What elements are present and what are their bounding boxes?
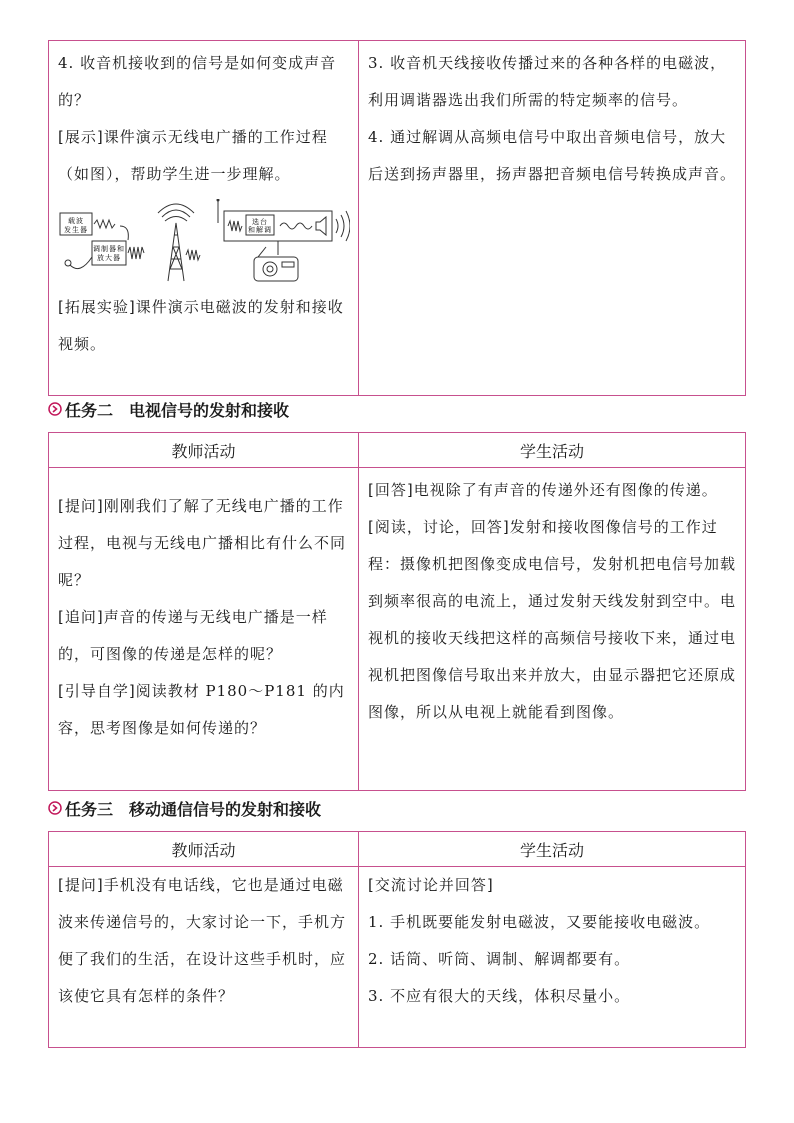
extension-paragraph bbox=[58, 289, 349, 363]
carrier-generator-label-1: 载波 bbox=[68, 217, 84, 225]
teacher-cell bbox=[49, 468, 359, 791]
ask-text: 刚刚我们了解了无线电广播的工作过程，电视与无线电广播相比有什么不同呢？ bbox=[58, 497, 347, 589]
reading-tag: [阅读，讨论，回答] bbox=[368, 518, 510, 536]
question-4: 4. 收音机接收到的信号是如何变成声音的？ bbox=[58, 54, 337, 109]
ask-text: 手机没有电话线，它也是通过电磁波来传递信号的，大家讨论一下，手机方便了我们的生活，在设计这些手机时，应该使它具有怎样的条件？ bbox=[58, 876, 347, 1005]
answer-paragraph bbox=[368, 472, 736, 509]
answer-4: 4. 通过解调从高频电信号中取出音频电信号，放大后送到扬声器里，扬声器把音频电信号转换成声音。 bbox=[368, 128, 737, 183]
student-cell bbox=[359, 41, 746, 396]
extension-text: 课件演示电磁波的发射和接收视频。 bbox=[58, 298, 344, 353]
header-teacher: 教师活动 bbox=[49, 433, 359, 468]
modulator-label-1: 调制器和 bbox=[93, 245, 125, 253]
task3-label: 任务三 bbox=[65, 799, 114, 819]
table-row bbox=[49, 867, 746, 1048]
connector-line bbox=[120, 226, 128, 240]
tower-icon bbox=[158, 204, 194, 281]
microphone-icon bbox=[65, 260, 71, 266]
selfstudy-text: 阅读教材 P180～P181 的内容，思考图像是如何传递的？ bbox=[58, 682, 345, 737]
modulated-wave bbox=[128, 247, 144, 259]
tuner-label-2: 和解调 bbox=[248, 226, 272, 234]
table-task2 bbox=[48, 432, 746, 791]
radio-icon bbox=[254, 247, 298, 281]
reading-paragraph bbox=[368, 509, 736, 731]
header-student: 学生活动 bbox=[359, 433, 746, 468]
answer-3: 3. 不应有很大的天线，体积尽量小。 bbox=[368, 987, 631, 1005]
tuner-label-1: 选台 bbox=[252, 218, 268, 226]
show-tag: [展示] bbox=[58, 128, 104, 146]
followup-paragraph bbox=[58, 599, 349, 673]
table-header-row bbox=[49, 832, 746, 867]
discussion-tag: [交流讨论并回答] bbox=[368, 876, 494, 894]
radio-broadcast-diagram bbox=[58, 199, 350, 285]
carrier-generator-label-2: 发生器 bbox=[64, 226, 88, 234]
task2-label: 任务二 bbox=[65, 400, 114, 420]
reading-text: 发射和接收图像信号的工作过程：摄像机把图像变成电信号，发射机把电信号加载到频率很高的电流上，通过发射天线发射到空中。电视机的接收天线把这样的高频信号接收下来，通过电视机把图像信号取出来并放大，由显示器把它还原成图像，所以从电视上就能看到图像。 bbox=[368, 518, 737, 721]
table-task1-continued bbox=[48, 40, 746, 396]
teacher-cell bbox=[49, 867, 359, 1048]
task2-title: 电视信号的发射和接收 bbox=[129, 400, 290, 420]
header-student: 学生活动 bbox=[359, 832, 746, 867]
table-row bbox=[49, 41, 746, 396]
task3-title: 移动通信信号的发射和接收 bbox=[129, 799, 322, 819]
ask-paragraph bbox=[58, 488, 349, 599]
chevron-circle-icon bbox=[48, 801, 62, 815]
receiver-input-wave bbox=[228, 221, 242, 231]
radiated-wave bbox=[186, 250, 200, 260]
ask-tag: [提问] bbox=[58, 876, 104, 894]
task3-heading bbox=[48, 796, 321, 820]
followup-tag: [追问] bbox=[58, 608, 104, 626]
show-text: 课件演示无线电广播的工作过程（如图），帮助学生进一步理解。 bbox=[58, 128, 328, 183]
answer-1: 1. 手机既要能发射电磁波，又要能接收电磁波。 bbox=[368, 913, 711, 931]
answer-2: 2. 话筒、听筒、调制、解调都要有。 bbox=[368, 950, 631, 968]
carrier-wave bbox=[94, 220, 115, 228]
table-row bbox=[49, 468, 746, 791]
ask-paragraph bbox=[58, 867, 349, 1015]
selfstudy-paragraph bbox=[58, 673, 349, 747]
antenna-tip bbox=[217, 199, 220, 202]
mic-line bbox=[70, 257, 92, 269]
answer-3: 3. 收音机天线接收传播过来的各种各样的电磁波，利用调谐器选出我们所需的特定频率的信号。 bbox=[368, 54, 727, 109]
selfstudy-tag: [引导自学] bbox=[58, 682, 136, 700]
table-task3 bbox=[48, 831, 746, 1048]
task2-heading bbox=[48, 397, 289, 421]
show-paragraph bbox=[58, 119, 349, 193]
answer-text: 电视除了有声音的传递外还有图像的传递。 bbox=[413, 481, 718, 499]
chevron-circle-icon bbox=[48, 402, 62, 416]
student-cell bbox=[359, 468, 746, 791]
followup-text: 声音的传递与无线电广播是一样的，可图像的传递是怎样的呢？ bbox=[58, 608, 328, 663]
extension-tag: [拓展实验] bbox=[58, 298, 136, 316]
speaker-icon bbox=[316, 217, 326, 235]
table-header-row bbox=[49, 433, 746, 468]
ask-tag: [提问] bbox=[58, 497, 104, 515]
answer-tag: [回答] bbox=[368, 481, 414, 499]
audio-wave bbox=[280, 223, 312, 229]
teacher-cell bbox=[49, 41, 359, 396]
sound-waves bbox=[336, 211, 350, 241]
header-teacher: 教师活动 bbox=[49, 832, 359, 867]
modulator-label-2: 放大器 bbox=[97, 254, 121, 262]
student-cell bbox=[359, 867, 746, 1048]
